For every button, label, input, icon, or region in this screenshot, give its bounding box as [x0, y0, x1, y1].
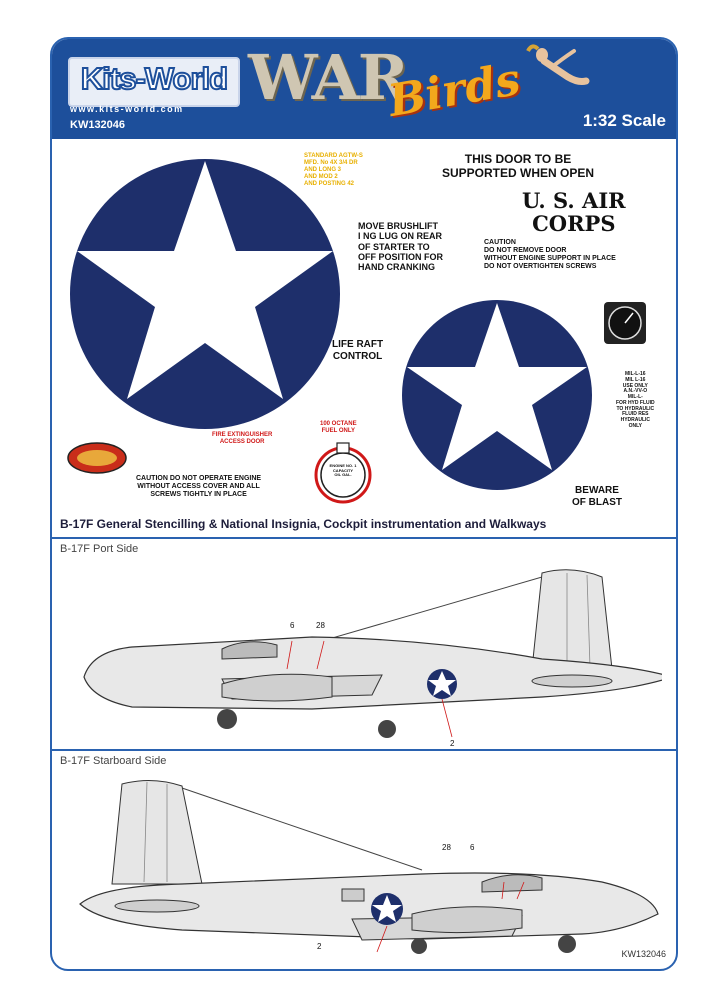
- starboard-side-aircraft: [62, 774, 662, 954]
- us-air-corps-stencil: U. S. AIR CORPS: [522, 188, 626, 237]
- main-caption: B-17F General Stencilling & National Insignia, Cockpit instrumentation and Walkways: [60, 517, 547, 531]
- caution-engine-stencil: CAUTION DO NOT OPERATE ENGINE WITHOUT ACCESS COVER AND ALL SCREWS TIGHTLY IN PLACE: [136, 475, 262, 499]
- national-insignia-large: [60, 149, 350, 439]
- starboard-callout-2: 2: [317, 942, 322, 951]
- starboard-callout-6: 6: [470, 843, 475, 852]
- starboard-callout-28: 28: [442, 843, 451, 852]
- product-code: KW132046: [70, 119, 126, 131]
- cockpit-instrument-icon: [603, 301, 647, 345]
- small-fluid-stencil: MIL-L-16 MIL L-16 USE ONLY A.N.-VV-O MIL-L- FOR HYD FLUID TO HYDRAULIC FLUID RES HYDRAULIC ONLY: [616, 371, 655, 429]
- octane-stencil: 100 OCTANE FUEL ONLY: [320, 421, 357, 434]
- port-callout-6: 6: [290, 621, 295, 630]
- footer-product-code: KW132046: [621, 949, 666, 959]
- national-insignia-small: [397, 295, 597, 495]
- divider-1: [52, 537, 676, 539]
- fuel-cap-stencil: ENGINE NO. 1 CAPACITY OIL GAL.: [329, 463, 357, 478]
- title-birds: Birds: [384, 53, 525, 128]
- port-callout-28: 28: [316, 621, 325, 630]
- brand-url: www.kits-world.com: [70, 104, 184, 114]
- header-banner: [52, 39, 676, 139]
- beware-blast-stencil: BEWARE OF BLAST: [572, 485, 622, 508]
- door-support-stencil: THIS DOOR TO BE SUPPORTED WHEN OPEN: [442, 152, 595, 180]
- port-side-label: B-17F Port Side: [60, 543, 139, 555]
- starboard-side-label: B-17F Starboard Side: [60, 755, 167, 767]
- scale-label: 1:32 Scale: [582, 111, 666, 130]
- decal-sheet: [50, 37, 678, 971]
- port-side-aircraft: [72, 559, 662, 739]
- fire-extinguisher-stencil: FIRE EXTINGUISHER ACCESS DOOR: [212, 432, 273, 445]
- brand-logo: Kits-World: [80, 61, 228, 96]
- brushlift-stencil: MOVE BRUSHLIFT I NG LUG ON REAR OF STARTER TO OFF POSITION FOR HAND CRANKING: [358, 221, 443, 273]
- kits-world-logo-box: [68, 57, 240, 107]
- caution-door-stencil: CAUTION DO NOT REMOVE DOOR WITHOUT ENGINE SUPPORT IN PLACE DO NOT OVERTIGHTEN SCREWS: [484, 239, 616, 271]
- squadron-badge-icon: [66, 441, 128, 475]
- pinup-figure-icon: [522, 41, 592, 101]
- title-war: WAR: [248, 41, 408, 114]
- divider-2: [52, 749, 676, 751]
- data-plate-stencil: STANDARD AGTW-S MFD. No 4X 3/4 DR AND LONG 3 AND MOD 2 AND POSTING 42: [304, 153, 363, 187]
- port-callout-2: 2: [450, 739, 455, 748]
- life-raft-stencil: LIFE RAFT CONTROL: [332, 339, 384, 362]
